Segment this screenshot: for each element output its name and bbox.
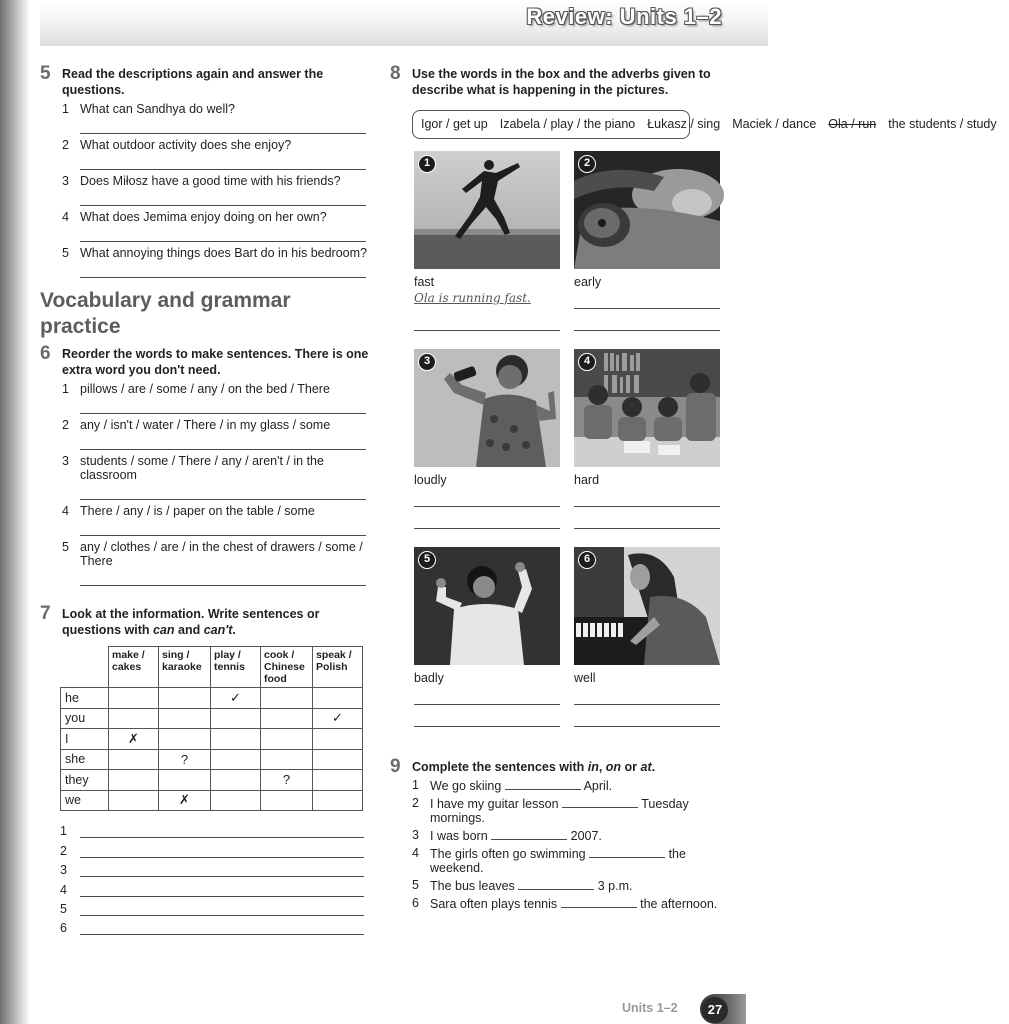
table-cell — [211, 708, 261, 729]
answer-line[interactable] — [414, 313, 560, 331]
row-label: we — [61, 790, 109, 811]
picture-item — [574, 349, 720, 547]
adverb-label: well — [574, 671, 596, 685]
word-box-item: Izabela / play / the piano — [499, 117, 636, 131]
table-column-header: play / tennis — [211, 647, 261, 688]
question-text: pillows / are / some / any / on the bed / There — [80, 382, 330, 396]
answer-line[interactable] — [414, 687, 560, 705]
sentence-text — [430, 896, 730, 911]
table-cell — [261, 688, 313, 709]
exercise-6 — [40, 343, 370, 586]
exercise-8 — [390, 63, 730, 98]
sentence-text — [430, 846, 730, 875]
word-box-item: Maciek / dance — [732, 117, 817, 131]
exercise-instruction: Look at the information. Write sentences or questions with can and can't. — [62, 607, 320, 637]
question-text: any / isn't / water / There / in my glass / some — [80, 418, 331, 432]
writing-line — [60, 897, 370, 916]
exercise-number: 8 — [390, 63, 401, 84]
table-cell: ✗ — [109, 729, 159, 750]
table-cell — [313, 770, 363, 791]
picture-number-badge: 2 — [578, 155, 596, 173]
question-item — [62, 454, 370, 482]
question-number: 3 — [62, 454, 69, 468]
question-number: 3 — [62, 174, 69, 188]
question-text: What does Jemima enjoy doing on her own? — [80, 210, 327, 224]
answer-line[interactable] — [574, 511, 720, 529]
table-cell — [159, 770, 211, 791]
answer-line[interactable] — [80, 224, 366, 242]
question-item — [62, 210, 370, 224]
blank-field[interactable] — [561, 896, 637, 908]
photo-2 — [574, 151, 720, 269]
sentence-number: 4 — [412, 846, 419, 860]
table-row — [61, 749, 363, 770]
question-item — [62, 382, 370, 396]
table-cell: ✓ — [211, 688, 261, 709]
writing-line — [60, 858, 370, 877]
question-text: There / any / is / paper on the table / some — [80, 504, 315, 518]
answer-line[interactable] — [574, 489, 720, 507]
exercise-7 — [40, 603, 370, 638]
adverb-label: loudly — [414, 473, 447, 487]
picture-number-badge: 4 — [578, 353, 596, 371]
answer-line[interactable] — [574, 291, 720, 309]
table-column-header: make / cakes — [109, 647, 159, 688]
photo-5 — [414, 547, 560, 665]
line-number: 5 — [60, 901, 67, 916]
answer-line[interactable] — [80, 904, 364, 916]
question-text: any / clothes / are / in the chest of drawers / some / There — [80, 540, 363, 568]
picture-number-badge: 3 — [418, 353, 436, 371]
answer-line[interactable] — [80, 396, 366, 414]
table-cell: ✗ — [159, 790, 211, 811]
exercise-instruction: Complete the sentences with in, on or at. — [412, 760, 656, 774]
adverb-label: hard — [574, 473, 600, 487]
question-number: 1 — [62, 382, 69, 396]
table-cell — [261, 749, 313, 770]
answer-line[interactable] — [414, 511, 560, 529]
table-cell — [211, 749, 261, 770]
table-column-header: speak / Polish — [313, 647, 363, 688]
sentence-number: 2 — [412, 796, 419, 810]
blank-field[interactable] — [518, 878, 594, 890]
question-text: students / some / There / any / aren't / in the classroom — [80, 454, 324, 482]
sentence-after: April. — [580, 779, 613, 793]
table-column-header: sing / karaoke — [159, 647, 211, 688]
question-number: 5 — [62, 540, 69, 554]
blank-field[interactable] — [505, 778, 581, 790]
answer-line[interactable] — [80, 846, 364, 858]
exercise-instruction: Use the words in the box and the adverbs given to describe what is happening in the pictures. — [412, 67, 711, 97]
sentence-item — [412, 828, 730, 843]
sentence-before: The bus leaves — [430, 879, 519, 893]
writing-line — [60, 877, 370, 896]
sentence-after: 3 p.m. — [594, 879, 633, 893]
writing-lines — [60, 819, 370, 935]
answer-line[interactable] — [574, 687, 720, 705]
table-cell — [159, 688, 211, 709]
answer-line[interactable] — [414, 709, 560, 727]
table-row — [61, 708, 363, 729]
word-box — [412, 110, 997, 139]
table-cell — [261, 708, 313, 729]
question-item — [62, 504, 370, 518]
blank-field[interactable] — [562, 796, 638, 808]
question-item — [62, 418, 370, 432]
table-cell — [109, 688, 159, 709]
exercise-number: 9 — [390, 756, 401, 777]
sentence-number: 3 — [412, 828, 419, 842]
sentence-text — [430, 796, 730, 825]
ability-table — [60, 646, 363, 811]
line-number: 6 — [60, 921, 67, 936]
answer-line[interactable] — [414, 489, 560, 507]
question-item — [62, 174, 370, 188]
table-row — [61, 790, 363, 811]
sentence-number: 1 — [412, 778, 419, 792]
word-box-item: Igor / get up — [421, 117, 488, 131]
answer-line[interactable] — [80, 482, 366, 500]
adverb-label: early — [574, 275, 602, 289]
exercise-instruction: Read the descriptions again and answer the questions. — [62, 67, 324, 97]
sentence-before: The girls often go swimming — [430, 847, 590, 861]
right-column — [390, 63, 997, 911]
question-item — [62, 540, 370, 568]
header-band — [40, 0, 768, 46]
table-cell — [109, 790, 159, 811]
question-item — [62, 246, 370, 260]
picture-number-badge: 5 — [418, 551, 436, 569]
section-heading: Vocabulary and grammar practice — [40, 289, 291, 338]
adverb-label: badly — [414, 671, 444, 685]
picture-number-badge: 6 — [578, 551, 596, 569]
photo-1 — [414, 151, 560, 269]
table-row — [61, 729, 363, 750]
exercise-number: 6 — [40, 343, 51, 364]
answer-line[interactable] — [80, 116, 366, 134]
page-title: Review: Units 1–2 — [526, 4, 722, 29]
answer-line[interactable] — [80, 885, 364, 897]
answer-line[interactable] — [80, 188, 366, 206]
page-number: 27 — [702, 997, 728, 1023]
sentence-before: I was born — [430, 829, 492, 843]
question-text: What can Sandhya do well? — [80, 102, 235, 116]
row-label: you — [61, 708, 109, 729]
question-number: 1 — [62, 102, 69, 116]
exercise-number: 7 — [40, 603, 51, 624]
answer-line[interactable] — [80, 826, 364, 838]
table-cell — [261, 729, 313, 750]
table-cell: ? — [261, 770, 313, 791]
table-cell — [109, 770, 159, 791]
photo-4 — [574, 349, 720, 467]
photo-6 — [574, 547, 720, 665]
question-item — [62, 138, 370, 152]
sentence-text — [430, 778, 730, 793]
writing-line — [60, 819, 370, 838]
table-corner — [61, 647, 109, 688]
exercise-5 — [40, 63, 370, 278]
question-text: What outdoor activity does she enjoy? — [80, 138, 292, 152]
sentence-after: the afternoon. — [636, 897, 718, 911]
question-number: 4 — [62, 210, 69, 224]
blank-field[interactable] — [491, 828, 567, 840]
line-number: 1 — [60, 824, 67, 839]
exercise-instruction: Reorder the words to make sentences. There is one extra word you don't need. — [62, 347, 369, 377]
line-number: 2 — [60, 843, 67, 858]
row-label: he — [61, 688, 109, 709]
picture-item — [414, 547, 560, 745]
book-spine-shadow — [0, 0, 30, 1024]
exercise-9 — [390, 756, 730, 911]
table-row — [61, 688, 363, 709]
picture-item — [574, 151, 720, 349]
answer-line[interactable] — [80, 923, 364, 935]
question-number: 2 — [62, 418, 69, 432]
answer-line[interactable] — [574, 313, 720, 331]
answer-line[interactable] — [80, 865, 364, 877]
answer-line[interactable] — [80, 432, 366, 450]
left-column — [40, 63, 370, 936]
blank-field[interactable] — [589, 846, 665, 858]
photo-3 — [414, 349, 560, 467]
row-label: they — [61, 770, 109, 791]
picture-item — [574, 547, 720, 745]
question-text: Does Miłosz have a good time with his friends? — [80, 174, 341, 188]
table-cell — [313, 790, 363, 811]
sentence-before: Sara often plays tennis — [430, 897, 561, 911]
answer-line[interactable] — [574, 709, 720, 727]
sentence-item — [412, 896, 730, 911]
line-number: 3 — [60, 863, 67, 878]
line-number: 4 — [60, 882, 67, 897]
table-cell — [313, 749, 363, 770]
row-label: I — [61, 729, 109, 750]
table-cell — [211, 770, 261, 791]
table-cell — [211, 729, 261, 750]
picture-item — [414, 151, 560, 349]
answer-line[interactable] — [80, 568, 366, 586]
sentence-item — [412, 796, 730, 825]
table-cell — [261, 790, 313, 811]
table-cell — [109, 749, 159, 770]
sentence-number: 5 — [412, 878, 419, 892]
sentence-after: the weekend. — [430, 847, 686, 875]
word-box-item: the students / study — [888, 117, 997, 131]
sentence-after: 2007. — [567, 829, 602, 843]
table-cell: ? — [159, 749, 211, 770]
table-cell — [159, 729, 211, 750]
answer-line[interactable] — [80, 518, 366, 536]
table-cell — [313, 729, 363, 750]
sentence-text — [430, 828, 730, 843]
example-answer: Ola is running fast. — [414, 291, 531, 305]
answer-line[interactable] — [80, 260, 366, 278]
table-row — [61, 770, 363, 791]
question-number: 5 — [62, 246, 69, 260]
sentence-item — [412, 878, 730, 893]
answer-line[interactable] — [80, 152, 366, 170]
word-box-item: Ola / run — [828, 117, 877, 131]
adverb-label: fast — [414, 275, 435, 289]
sentence-item — [412, 846, 730, 875]
exercise-number: 5 — [40, 63, 51, 84]
sentence-before: We go skiing — [430, 779, 505, 793]
question-item — [62, 102, 370, 116]
picture-number-badge: 1 — [418, 155, 436, 173]
table-cell — [211, 790, 261, 811]
sentence-item — [412, 778, 730, 793]
table-cell — [159, 708, 211, 729]
picture-grid — [414, 151, 720, 745]
sentence-number: 6 — [412, 896, 419, 910]
row-label: she — [61, 749, 109, 770]
table-cell: ✓ — [313, 708, 363, 729]
table-cell — [313, 688, 363, 709]
table-cell — [109, 708, 159, 729]
question-number: 2 — [62, 138, 69, 152]
question-number: 4 — [62, 504, 69, 518]
question-text: What annoying things does Bart do in his bedroom? — [80, 246, 367, 260]
writing-line — [60, 838, 370, 857]
picture-item — [414, 349, 560, 547]
table-column-header: cook / Chinese food — [261, 647, 313, 688]
sentence-before: I have my guitar lesson — [430, 797, 563, 811]
sentence-after: Tuesday mornings. — [430, 797, 689, 825]
footer-unit-label: Units 1–2 — [622, 1001, 678, 1015]
word-box-item: Łukasz / sing — [647, 117, 721, 131]
sentence-text — [430, 878, 730, 893]
writing-line — [60, 916, 370, 935]
